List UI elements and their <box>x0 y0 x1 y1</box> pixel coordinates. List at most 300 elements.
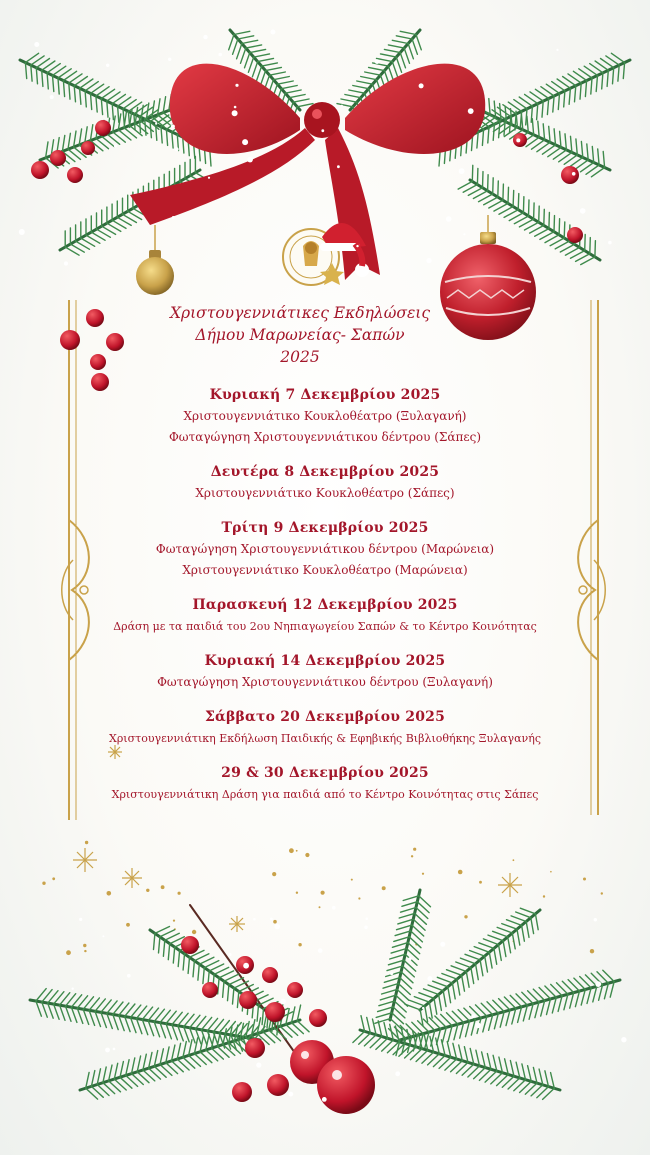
pine-needle <box>543 124 544 140</box>
pine-needle <box>602 73 603 89</box>
gold-dot <box>550 871 552 873</box>
pine-needle <box>85 91 86 107</box>
snow-speck <box>408 957 411 960</box>
snow-speck <box>72 988 74 990</box>
gold-dot <box>296 850 298 852</box>
pine-needle <box>188 957 189 973</box>
pine-needle <box>224 974 239 981</box>
pine-needle <box>471 968 474 984</box>
event-description: Φωταγώγηση Χριστουγεννιάτικου δέντρου (Ξυλαγανή) <box>157 675 493 689</box>
snow-speck <box>229 953 232 956</box>
gold-dot <box>178 892 181 895</box>
pine-needle <box>439 995 442 1011</box>
snow-speck <box>288 1092 293 1097</box>
red-bauble-ornament <box>440 215 536 340</box>
snow-speck <box>19 229 25 235</box>
gold-dot <box>126 923 130 927</box>
pine-needle <box>521 114 522 130</box>
gold-bauble-ornament <box>136 225 174 295</box>
pine-needle <box>161 127 162 143</box>
pine-needle <box>203 968 204 984</box>
event-date: Κυριακή 14 Δεκεμβρίου 2025 <box>204 653 446 669</box>
gold-dot <box>298 943 301 946</box>
gold-dot <box>513 859 515 861</box>
snow-speck <box>426 258 431 263</box>
snow-speck <box>155 123 157 125</box>
pine-needle <box>580 83 581 99</box>
pine-needle <box>587 144 588 160</box>
pine-needle <box>623 63 624 79</box>
pine-needle <box>571 136 572 152</box>
pine-needle <box>607 70 608 86</box>
pine-needle <box>410 1000 425 1006</box>
snow-speck <box>253 918 256 921</box>
pine-needle <box>466 972 469 988</box>
pine-needle <box>373 63 389 66</box>
pine-needle <box>178 951 179 967</box>
pine-needle <box>404 48 409 63</box>
pine-needle <box>194 954 209 961</box>
pine-needle <box>90 125 92 141</box>
pine-needle <box>229 35 234 50</box>
gold-dot <box>272 872 276 876</box>
pine-needle <box>392 40 408 43</box>
snow-speck <box>364 926 368 930</box>
pine-needle <box>266 67 282 70</box>
pine-needle <box>416 35 421 50</box>
snow-speck <box>127 974 131 978</box>
pine-needle <box>549 126 550 142</box>
snow-speck <box>595 981 601 987</box>
pine-needle <box>499 122 500 138</box>
title-line-1: Χριστουγεννιάτικες Εκδηλώσεις <box>169 304 431 322</box>
pine-needle <box>500 104 501 120</box>
pine-needle <box>262 1009 263 1025</box>
pine-needle <box>237 992 238 1008</box>
pine-needle <box>107 101 108 117</box>
pine-needle <box>542 101 543 117</box>
pine-needle <box>412 39 417 54</box>
pine-needle <box>79 129 81 145</box>
pine-needle <box>434 998 437 1014</box>
pine-needle <box>163 940 164 956</box>
event-item <box>90 762 560 805</box>
snow-speck <box>247 157 253 163</box>
snow-speck <box>270 30 275 35</box>
pine-needle <box>559 219 560 235</box>
pine-needle <box>400 31 416 34</box>
pine-needle <box>245 53 250 68</box>
pine-needle <box>554 216 555 232</box>
event-description: Χριστουγεννιάτικη Δράση για παιδιά από το Κέντρο Κοινότητας στις Σάπες <box>111 788 539 801</box>
pine-needle <box>476 964 479 980</box>
gold-dot <box>351 879 353 881</box>
pine-needle <box>499 945 502 961</box>
pine-needle <box>522 925 525 941</box>
event-date: Παρασκευή 12 Δεκεμβρίου 2025 <box>192 597 458 613</box>
snow-speck <box>459 168 465 174</box>
pine-needle <box>199 957 214 964</box>
pine-needle <box>369 67 385 70</box>
event-date: Κυριακή 7 Δεκεμβρίου 2025 <box>209 387 441 403</box>
pine-needle <box>488 175 489 191</box>
pine-needle <box>497 927 512 933</box>
pine-needle <box>183 954 184 970</box>
pine-needle <box>204 961 219 968</box>
pine-needle <box>493 931 508 937</box>
pine-needle <box>58 78 59 94</box>
event-date: Δευτέρα 8 Δεκεμβρίου 2025 <box>210 464 440 480</box>
pine-needle <box>281 86 297 89</box>
snow-speck <box>427 976 432 981</box>
pine-needle <box>558 93 559 109</box>
pine-needle <box>483 939 498 945</box>
pine-needle <box>442 974 457 980</box>
gold-dot <box>413 848 416 851</box>
gold-dot <box>590 949 594 953</box>
snow-speck <box>50 95 54 99</box>
pine-needle <box>36 68 37 84</box>
snow-speck <box>468 108 474 114</box>
gold-dot <box>358 897 360 899</box>
pine-needle <box>223 981 224 997</box>
pine-needle <box>233 988 234 1004</box>
pine-needle <box>493 178 494 194</box>
pine-needle <box>538 121 539 137</box>
pine-needle <box>80 88 81 104</box>
event-date: 29 & 30 Δεκεμβρίου 2025 <box>221 765 429 781</box>
gold-dot <box>146 889 149 892</box>
pine-needle <box>250 49 266 52</box>
event-date: Σάββατο 20 Δεκεμβρίου 2025 <box>204 709 446 725</box>
event-item <box>90 706 560 749</box>
pine-needle <box>503 941 506 957</box>
gold-dot <box>52 877 55 880</box>
pine-needle <box>172 132 173 148</box>
pine-needle <box>237 44 242 59</box>
event-item <box>90 650 560 693</box>
pine-needle <box>457 979 460 995</box>
pine-needle <box>337 104 353 107</box>
pine-needle <box>173 947 174 963</box>
pine-needle <box>168 944 169 960</box>
pine-needle <box>112 104 113 120</box>
pine-needle <box>456 962 471 968</box>
snow-speck <box>332 906 336 910</box>
gold-dot <box>382 886 386 890</box>
snow-speck <box>175 147 179 151</box>
pine-needle <box>74 86 75 102</box>
pine-needle <box>47 73 48 89</box>
snow-speck <box>546 135 548 137</box>
pine-needle <box>433 981 448 987</box>
pine-needle <box>498 181 499 197</box>
gold-dot <box>601 892 603 894</box>
pine-needle <box>419 993 434 999</box>
pine-needle <box>341 99 357 102</box>
pine-needle <box>518 194 519 210</box>
gold-dot <box>161 885 165 889</box>
pine-needle <box>595 241 596 257</box>
pine-needle <box>96 96 97 112</box>
pine-needle <box>396 57 401 72</box>
pine-needle <box>513 190 514 206</box>
pine-needle <box>165 933 180 940</box>
pine-needle <box>68 133 70 149</box>
snow-speck <box>440 942 445 947</box>
pine-needle <box>534 203 535 219</box>
pine-needle <box>262 63 278 66</box>
pine-needle <box>248 57 253 72</box>
pine-needle <box>91 93 92 109</box>
pine-needle <box>479 943 494 949</box>
pine-needle <box>229 978 244 985</box>
pine-needle <box>424 989 439 995</box>
pine-needle <box>242 40 258 43</box>
pine-needle <box>139 117 140 133</box>
pine-needle <box>429 1002 432 1018</box>
pine-needle <box>452 983 455 999</box>
pine-needle <box>502 924 517 930</box>
pine-needle <box>166 129 167 145</box>
pine-needle <box>234 31 250 34</box>
pine-needle <box>489 952 492 968</box>
pine-needle <box>345 95 361 98</box>
snow-speck <box>243 963 249 969</box>
pine-needle <box>388 45 404 48</box>
gold-dot <box>85 841 88 844</box>
pine-needle <box>451 966 466 972</box>
pine-needle <box>414 997 429 1003</box>
pine-needle <box>482 129 483 145</box>
pine-needle <box>241 48 246 63</box>
snow-speck <box>281 999 286 1004</box>
snow-speck <box>235 84 238 87</box>
snow-speck <box>621 1037 626 1042</box>
pine-needle <box>618 65 619 81</box>
pine-needle <box>564 222 565 238</box>
snow-speck <box>375 59 380 64</box>
gold-dot <box>319 906 321 908</box>
snow-speck <box>516 138 520 142</box>
snow-speck <box>270 918 273 921</box>
pine-needle <box>613 68 614 84</box>
gold-dot <box>66 950 71 955</box>
snow-speck <box>34 42 39 47</box>
pine-needle <box>520 908 535 914</box>
event-description: Χριστουγεννιάτικο Κουκλοθέατρο (Ξυλαγανή) <box>183 409 467 423</box>
pine-needle <box>155 927 170 934</box>
pine-needle <box>483 172 484 188</box>
pine-needle <box>361 77 377 80</box>
gold-dot <box>479 881 482 884</box>
pine-needle <box>532 119 533 135</box>
gold-dot <box>42 882 45 885</box>
event-date: Τρίτη 9 Δεκεμβρίου 2025 <box>221 520 429 536</box>
pine-needle <box>42 70 43 86</box>
pine-needles-top <box>25 31 624 264</box>
event-item <box>90 461 560 504</box>
pine-needle <box>396 36 412 39</box>
gold-dot <box>583 878 586 881</box>
pine-needle <box>289 95 305 98</box>
pine-needle <box>238 36 254 39</box>
pine-needle <box>246 45 262 48</box>
snow-speck <box>208 177 210 179</box>
pine-needle <box>527 116 528 132</box>
gold-dot <box>107 891 112 896</box>
event-title <box>150 302 450 368</box>
pine-needle <box>592 146 593 162</box>
snow-speck <box>218 53 222 57</box>
pine-needle <box>598 149 599 165</box>
pine-needle <box>277 81 293 84</box>
pine-needle <box>118 106 119 122</box>
snow-speck <box>318 948 323 953</box>
title-line-3: 2025 <box>280 348 320 366</box>
snow-speck <box>422 1007 424 1009</box>
pine-needle <box>252 62 257 77</box>
pine-needle <box>591 78 592 94</box>
snow-speck <box>419 83 424 88</box>
pine-needle <box>258 58 274 61</box>
gold-dot <box>321 891 325 895</box>
snow-speck <box>337 165 340 168</box>
pine-needle <box>443 991 446 1007</box>
pine-needle <box>274 77 290 80</box>
pine-needle <box>163 97 165 113</box>
pine-needle <box>448 987 451 1003</box>
pine-needle <box>198 964 199 980</box>
pine-needle <box>381 54 397 57</box>
event-description: Φωταγώγηση Χριστουγεννιάτικου δέντρου (Μαρώνεια) <box>155 542 495 556</box>
pine-needle <box>357 81 373 84</box>
pine-needle <box>160 930 175 937</box>
snow-speck <box>113 1048 116 1051</box>
snow-speck <box>594 918 597 921</box>
pine-needle <box>353 86 369 89</box>
pine-needle <box>477 132 478 148</box>
title-line-2: Δήμου Μαρωνείας- Σαπών <box>195 326 405 344</box>
pine-needle <box>270 72 286 75</box>
pine-needle <box>554 129 555 145</box>
pine-needle <box>349 90 365 93</box>
snow-speck <box>446 216 452 222</box>
pine-needle <box>228 985 229 1001</box>
snow-speck <box>341 105 343 107</box>
snow-speck <box>242 139 248 145</box>
pine-needle <box>285 90 301 93</box>
pine-needle <box>581 141 582 157</box>
pine-needle <box>516 912 531 918</box>
snow-speck <box>189 974 192 977</box>
event-item <box>90 594 560 637</box>
pine-needle <box>254 54 270 57</box>
event-item <box>90 384 560 448</box>
snow-speck <box>232 110 238 116</box>
gold-dot <box>296 892 298 894</box>
pine-needle <box>569 88 570 104</box>
pine-needle <box>53 75 54 91</box>
pine-needle <box>474 947 489 953</box>
snow-speck <box>475 1023 481 1029</box>
pine-needle <box>375 1019 390 1024</box>
pine-needle <box>428 985 443 991</box>
pine-needle <box>256 66 261 81</box>
gold-dot <box>173 920 175 922</box>
pine-needle <box>400 53 405 68</box>
pine-needle <box>154 933 155 949</box>
snow-speck <box>580 208 586 214</box>
pine-needle <box>507 920 522 926</box>
pine-needle <box>63 81 64 97</box>
snow-speck <box>64 261 68 265</box>
event-description: Χριστουγεννιάτικο Κουκλοθέατρο (Μαρώνεια) <box>182 563 468 577</box>
pine-needle <box>437 977 452 983</box>
pine-needle <box>510 117 511 133</box>
pine-needle <box>233 39 238 54</box>
pine-needle <box>447 970 462 976</box>
snow-speck <box>316 139 318 141</box>
snow-speck <box>390 972 393 975</box>
event-item <box>90 517 560 581</box>
snow-speck <box>395 1071 400 1076</box>
pine-needle <box>539 206 540 222</box>
pine-needle <box>365 72 381 75</box>
gold-dot <box>305 853 309 857</box>
pine-needle <box>219 971 234 978</box>
pine-needle <box>531 918 534 934</box>
event-list <box>90 384 560 818</box>
event-description: Χριστουγεννιάτικο Κουκλοθέατρο (Σάπες) <box>195 486 455 500</box>
gold-dot <box>289 848 294 853</box>
pine-needle <box>462 975 465 991</box>
snow-speck <box>322 1097 327 1102</box>
pine-needle <box>485 956 488 972</box>
pine-needle <box>590 238 591 254</box>
snow-speck <box>114 144 117 147</box>
pine-needle <box>565 134 566 150</box>
pine-needle <box>560 131 561 147</box>
pine-needle <box>508 187 509 203</box>
snow-speck <box>471 1014 475 1018</box>
gold-dot <box>411 855 413 857</box>
pine-needle <box>511 916 526 922</box>
gold-dot <box>464 915 467 918</box>
pine-needle <box>575 86 576 102</box>
gold-dot <box>273 920 277 924</box>
pine-needle <box>472 165 473 181</box>
pine-needle <box>214 967 229 974</box>
pine-needle <box>564 91 565 107</box>
snow-speck <box>256 1063 261 1068</box>
pine-needle <box>460 958 475 964</box>
snow-speck <box>556 49 558 51</box>
gold-dot <box>192 930 196 934</box>
pine-needle <box>547 99 548 115</box>
snow-speck <box>168 58 171 61</box>
gold-dot <box>83 944 86 947</box>
snow-speck <box>203 35 207 39</box>
snow-speck <box>365 917 368 920</box>
pine-needle <box>480 960 483 976</box>
pine-needle <box>218 978 219 994</box>
gold-dot <box>458 870 463 875</box>
pine-needle <box>517 929 520 945</box>
pine-needle <box>549 212 550 228</box>
pine-needle <box>503 184 504 200</box>
pine-needle <box>494 948 497 964</box>
